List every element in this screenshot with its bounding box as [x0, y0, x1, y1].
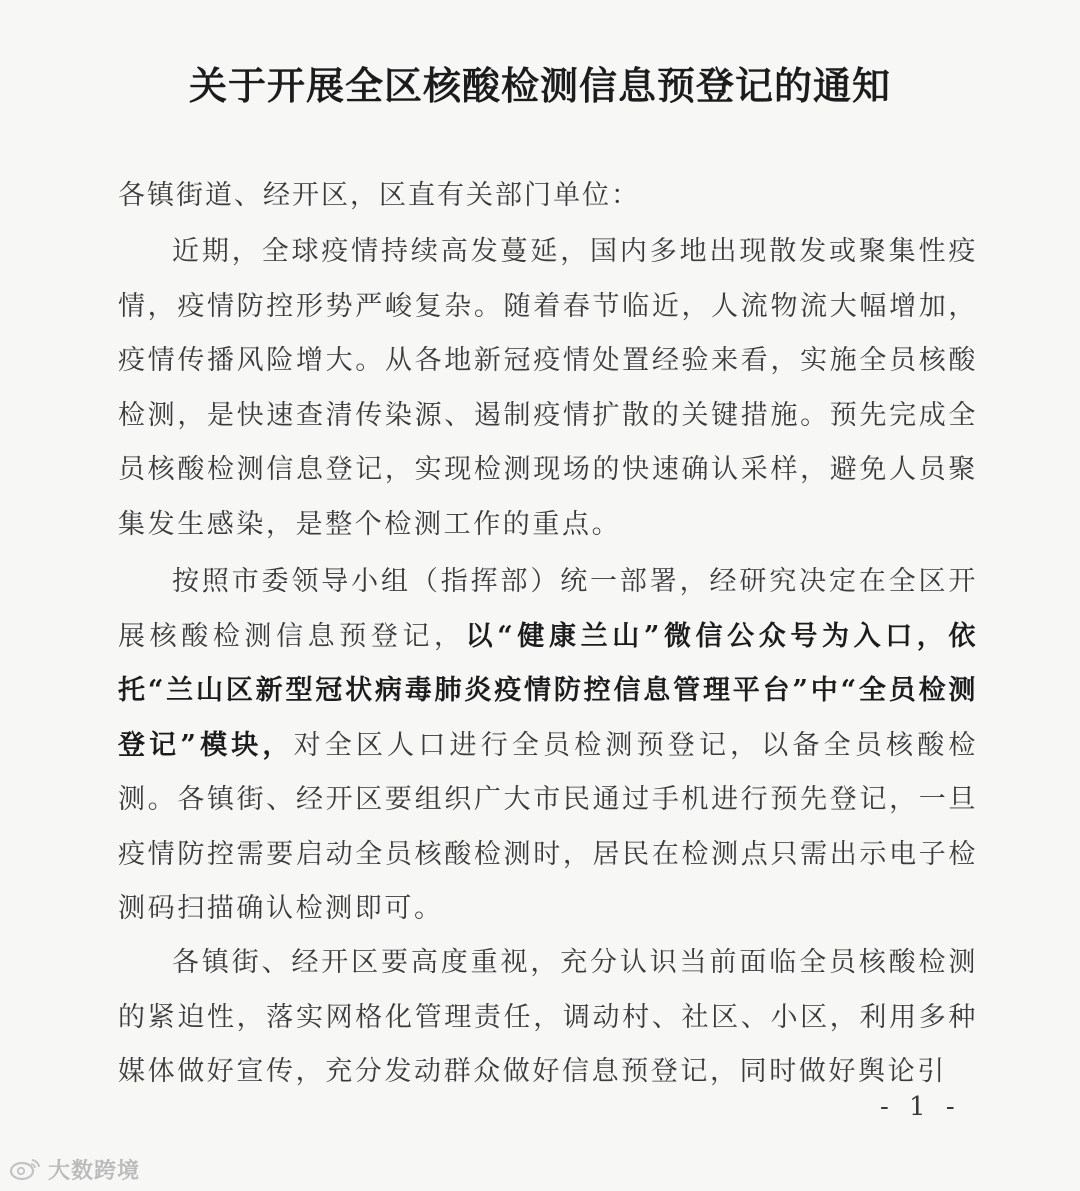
weibo-logo-icon	[8, 1156, 42, 1182]
paragraph-2-rest: 对全区人口进行全员检测预登记，以备全员核酸检测。各镇街、经开区要组织广大市民通过手机进行预先登记，一旦疫情防控需要启动全员核酸检测时，居民在检测点只需出示电子检测码扫描确认检测即可。	[118, 729, 978, 924]
paragraph-2-bold-emphasis: 以“健康兰山”微信公众号为入口，依托“兰山区新型冠状病毒肺炎疫情防控信息管理平台”中“全员检测登记”模块，	[118, 620, 978, 761]
watermark	[8, 1152, 140, 1186]
addressee-line: 各镇街道、经开区，区直有关部门单位：	[118, 180, 640, 211]
paragraph-1: 近期，全球疫情持续高发蔓延，国内多地出现散发或聚集性疫情，疫情防控形势严峻复杂。随着春节临近，人流物流大幅增加，疫情传播风险增大。从各地新冠疫情处置经验来看，实施全员核酸检测，是快速查清传染源、遏制疫情扩散的关键措施。预先完成全员核酸检测信息登记，实现检测现场的快速确认采样，避免人员聚集发生感染，是整个检测工作的重点。	[118, 236, 978, 540]
document-title: 关于开展全区核酸检测信息预登记的通知	[188, 63, 891, 108]
paragraph-3: 各镇街、经开区要高度重视，充分认识当前面临全员核酸检测的紧迫性，落实网格化管理责任，调动村、社区、小区，利用多种媒体做好宣传，充分发动群众做好信息预登记，同时做好舆论引	[118, 947, 978, 1087]
page-number: - 1 -	[880, 1092, 961, 1122]
watermark-text: 大数跨境	[48, 1158, 141, 1184]
paragraph-2-intro: 按照市委领导小组（指挥部）统一部署，经研究决定在全区开展核酸检测信息预登记，	[118, 566, 978, 652]
paragraph-2	[118, 555, 978, 937]
